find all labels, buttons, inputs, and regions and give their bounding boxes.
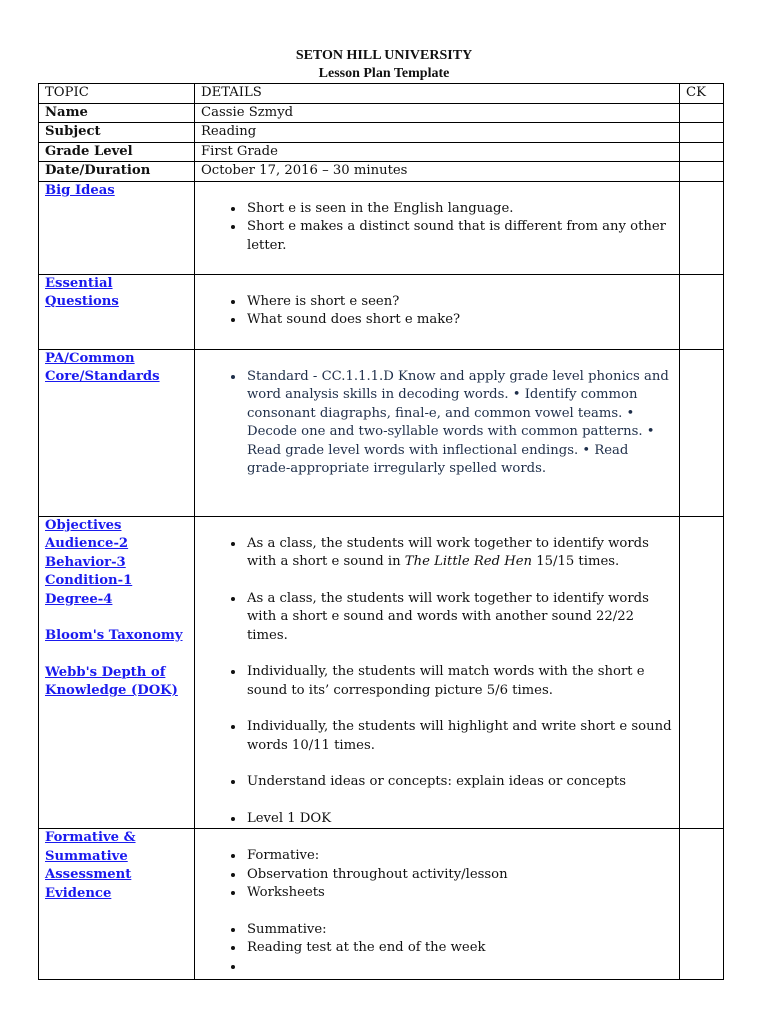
date-duration-label: Date/Duration bbox=[39, 162, 195, 182]
objectives-link[interactable]: Objectives bbox=[45, 517, 122, 533]
date-duration-row bbox=[39, 162, 724, 182]
standards-check bbox=[680, 349, 724, 516]
big-ideas-row bbox=[39, 181, 724, 274]
objective-text: As a class, the students will work together to identify words with a short e sound in bbox=[247, 535, 649, 569]
essential-questions-list bbox=[201, 293, 673, 330]
subject-label: Subject bbox=[39, 123, 195, 143]
webbs-dok-link-line2[interactable]: Knowledge (DOK) bbox=[45, 683, 178, 698]
list-item: • Individually, the students will match words with the short e sound to its’ corresponding picture 5/6 times. bbox=[245, 663, 673, 700]
subject-value: Reading bbox=[195, 123, 680, 143]
core-standards-link[interactable]: Core/Standards bbox=[45, 369, 160, 384]
list-item: • Standard - CC.1.1.1.D Know and apply grade level phonics and word analysis skills in decoding words. • Identify common consonant diagraphs, final-e, and common vowel teams. • Decode one and two-syllable words with common patterns. • Read grade level words with inflectional endings. • Read grade-appropriate irregularly spelled words. bbox=[245, 368, 673, 479]
objectives-row bbox=[39, 516, 724, 829]
grade-level-check bbox=[680, 142, 724, 162]
formative-list bbox=[201, 847, 673, 903]
name-check bbox=[680, 103, 724, 123]
list-item: • Worksheets bbox=[245, 884, 673, 903]
assessment-row bbox=[39, 829, 724, 980]
essential-questions-check bbox=[680, 274, 724, 349]
list-item: • Understand ideas or concepts: explain ideas or concepts bbox=[245, 773, 673, 792]
objective-score: 15/15 times. bbox=[536, 554, 620, 569]
lesson-plan-table bbox=[38, 83, 724, 980]
assessment-check bbox=[680, 829, 724, 980]
list-item: • What sound does short e make? bbox=[245, 311, 673, 330]
big-ideas-check bbox=[680, 181, 724, 274]
grade-level-label: Grade Level bbox=[39, 142, 195, 162]
pa-common-link[interactable]: PA/Common bbox=[45, 350, 135, 366]
objectives-check bbox=[680, 516, 724, 829]
check-header: CK bbox=[680, 84, 724, 104]
empty-list-item bbox=[245, 958, 673, 976]
evidence-link[interactable]: Evidence bbox=[45, 885, 112, 901]
assessment-link[interactable]: Assessment bbox=[45, 867, 132, 882]
blooms-taxonomy-link[interactable]: Bloom's Taxonomy bbox=[45, 628, 183, 643]
webbs-dok-link[interactable]: Webb's Depth of bbox=[45, 664, 166, 680]
list-item: • As a class, the students will work together to identify words with a short e sound and words with another sound 22/22 times. bbox=[245, 590, 673, 646]
template-title: Lesson Plan Template bbox=[318, 66, 450, 81]
standards-list bbox=[201, 368, 673, 479]
formative-link[interactable]: Formative & bbox=[45, 830, 136, 845]
essential-questions-row bbox=[39, 274, 724, 349]
university-title: SETON HILL UNIVERSITY bbox=[295, 48, 473, 63]
essential-questions-link[interactable]: Essential Questions bbox=[45, 275, 119, 309]
big-ideas-list bbox=[201, 200, 673, 256]
grade-level-row bbox=[39, 142, 724, 162]
list-item: • Short e is seen in the English language. bbox=[245, 200, 673, 219]
degree-link[interactable]: Degree-4 bbox=[45, 591, 113, 607]
date-duration-check bbox=[680, 162, 724, 182]
objectives-list bbox=[201, 535, 673, 572]
date-duration-value: October 17, 2016 – 30 minutes bbox=[195, 162, 680, 182]
list-item: • Short e makes a distinct sound that is different from any other letter. bbox=[245, 218, 673, 255]
list-item: • Level 1 DOK bbox=[245, 810, 673, 829]
grade-level-value: First Grade bbox=[195, 142, 680, 162]
list-item: • Formative: bbox=[245, 847, 673, 866]
list-item bbox=[245, 535, 673, 572]
topic-header: TOPIC bbox=[39, 84, 195, 104]
name-label: Name bbox=[39, 103, 195, 123]
list-item: • Summative: bbox=[245, 921, 673, 940]
list-item: • Where is short e seen? bbox=[245, 293, 673, 312]
subject-check bbox=[680, 123, 724, 143]
summative-link[interactable]: Summative bbox=[45, 848, 128, 864]
book-title: The Little Red Hen bbox=[404, 554, 533, 569]
name-value: Cassie Szmyd bbox=[195, 103, 680, 123]
table-header-row bbox=[39, 84, 724, 104]
big-ideas-link[interactable]: Big Ideas bbox=[45, 182, 115, 198]
summative-list bbox=[201, 921, 673, 976]
subject-row bbox=[39, 123, 724, 143]
list-item: • Reading test at the end of the week bbox=[245, 939, 673, 958]
details-header: DETAILS bbox=[195, 84, 680, 104]
standards-row bbox=[39, 349, 724, 516]
name-row bbox=[39, 103, 724, 123]
list-item: • Individually, the students will highlight and write short e sound words 10/11 times. bbox=[245, 718, 673, 755]
condition-link[interactable]: Condition-1 bbox=[45, 573, 133, 588]
list-item: • Observation throughout activity/lesson bbox=[245, 866, 673, 885]
behavior-link[interactable]: Behavior-3 bbox=[45, 554, 126, 570]
audience-link[interactable]: Audience-2 bbox=[45, 536, 129, 551]
